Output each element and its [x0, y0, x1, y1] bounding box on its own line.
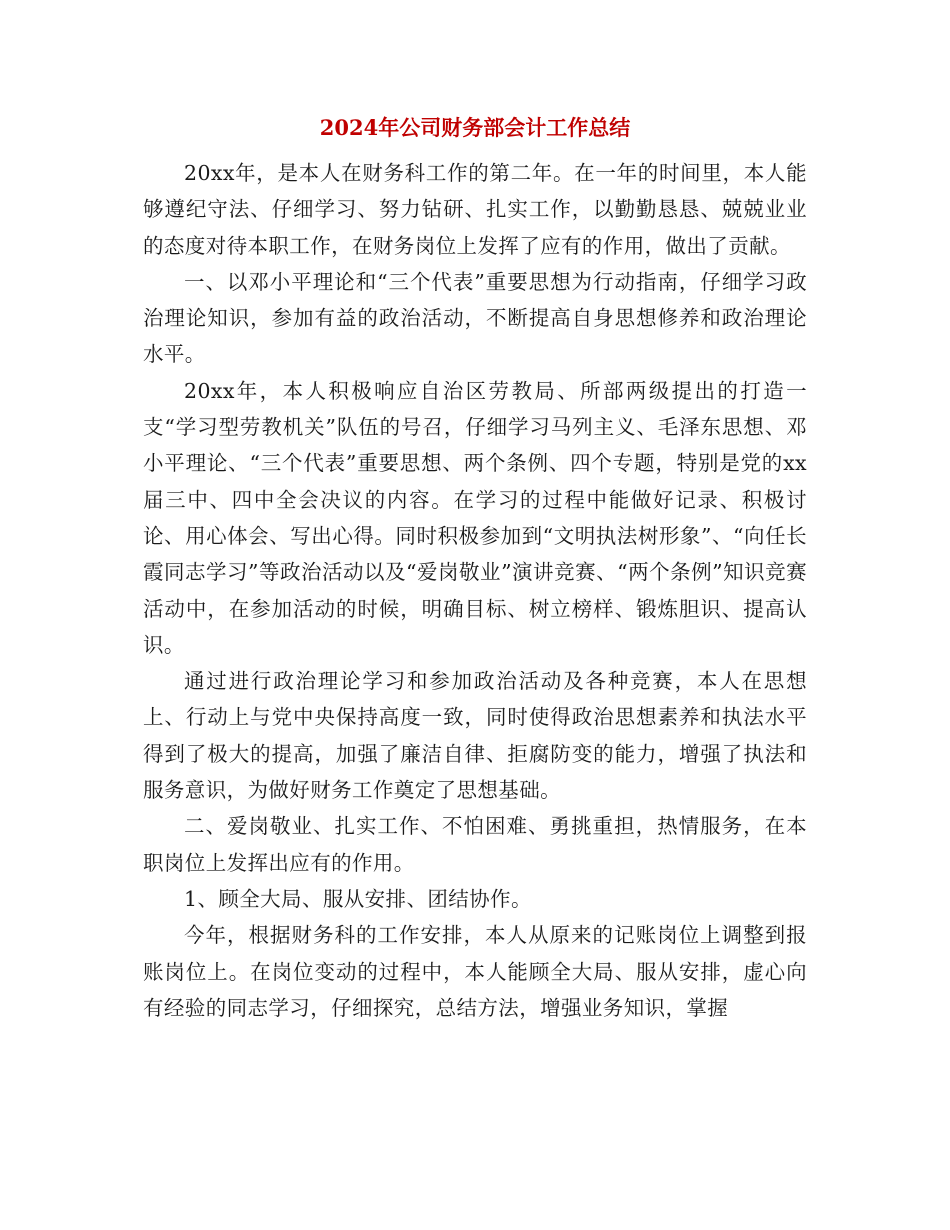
document-title: 2024年公司财务部会计工作总结: [319, 115, 631, 140]
paragraph-intro: 20xx年，是本人在财务科工作的第二年。在一年的时间里，本人能够遵纪守法、仔细学习、努力钻研、扎实工作，以勤勤恳恳、兢兢业业的态度对待本职工作，在财务岗位上发挥了应有的作用，做出了贡献。: [143, 161, 807, 258]
paragraph-study-activities: 20xx年，本人积极响应自治区劳教局、所部两级提出的打造一支“学习型劳教机关”队伍的号召，仔细学习马列主义、毛泽东思想、邓小平理论、“三个代表”重要思想、两个条例、四个专题，特别是党的xx届三中、四中全会决议的内容。在学习的过程中能做好记录、积极讨论、用心体会、写出心得。同时积极参加到“文明执法树形象”、“向任长霞同志学习”等政治活动以及“爱岗敬业”演讲竞赛、“两个条例”知识竞赛活动中，在参加活动的时候，明确目标、树立榜样、锻炼胆识、提高认识。: [143, 378, 807, 657]
paragraph-section-two-heading: 二、爱岗敬业、扎实工作、不怕困难、勇挑重担，热情服务，在本职岗位上发挥出应有的作用。: [143, 814, 807, 875]
paragraph-study-results: 通过进行政治理论学习和参加政治活动及各种竞赛，本人在思想上、行动上与党中央保持高度一致，同时使得政治思想素养和执法水平得到了极大的提高，加强了廉洁自律、拒腐防变的能力，增强了执法和服务意识，为做好财务工作奠定了思想基础。: [143, 669, 807, 803]
paragraph-subsection-one-heading: 1、顾全大局、服从安排、团结协作。: [184, 886, 532, 911]
paragraph-section-one-heading: 一、以邓小平理论和“三个代表”重要思想为行动指南，仔细学习政治理论知识，参加有益的政治活动，不断提高自身思想修养和政治理论水平。: [143, 269, 807, 367]
document-body: [143, 155, 807, 1026]
paragraph-job-change: 今年，根据财务科的工作安排，本人从原来的记账岗位上调整到报账岗位上。在岗位变动的过程中，本人能顾全大局、服从安排，虚心向有经验的同志学习，仔细探究，总结方法，增强业务知识，掌握: [143, 923, 807, 1020]
